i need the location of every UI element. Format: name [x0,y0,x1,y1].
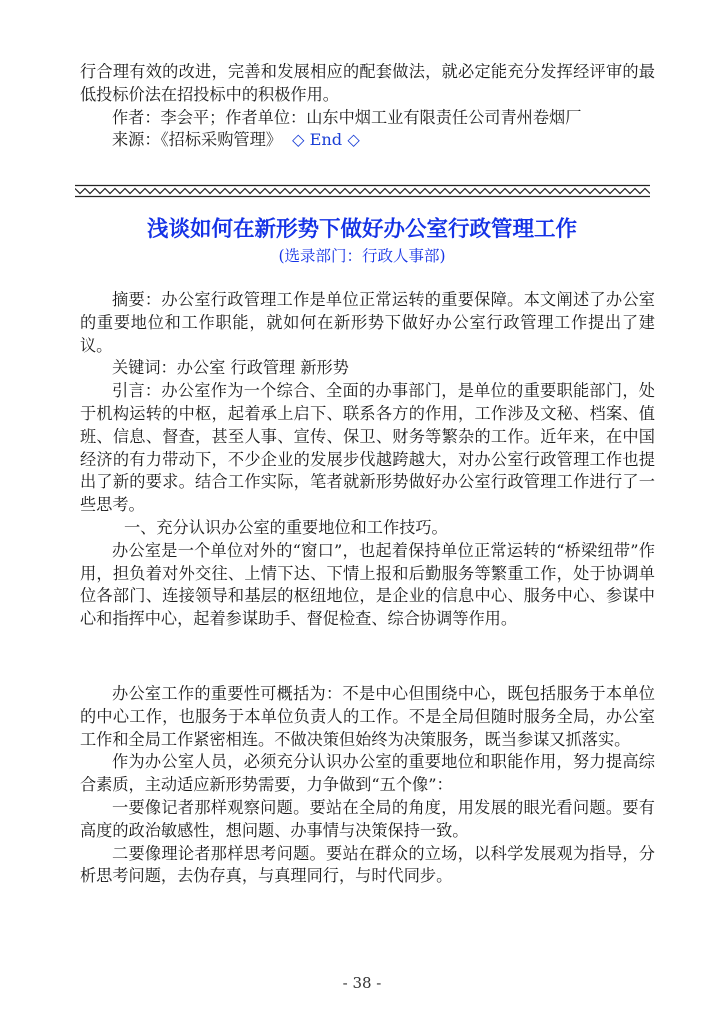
first-like-paragraph: 一要像记者那样观察问题。要站在全局的角度，用发展的眼光看问题。要有高度的政治敏感性，想问题、办事情与决策保持一致。 [80,797,655,840]
source-line [80,129,655,152]
previous-article-tail [80,61,655,152]
importance-paragraph: 办公室工作的重要性可概括为：不是中心但围绕中心，既包括服务于本单位的中心工作，也服务于本单位负责人的工作。不是全局但随时服务全局，办公室工作和全局工作紧密相连。不做决策但始终为决策服务，既当参谋又抓落实。 [80,684,655,749]
article-body-part2 [80,683,655,888]
abstract-paragraph: 摘要：办公室行政管理工作是单位正常运转的重要保障。本文阐述了办公室的重要地位和工作职能，就如何在新形势下做好办公室行政管理工作提出了建议。 [80,290,655,355]
window-paragraph: 办公室是一个单位对外的“窗口”，也起着保持单位正常运转的“桥梁纽带”作用，担负着对外交往、上情下达、下情上报和后勤服务等繁重工作，处于协调单位各部门、连接领导和基层的枢纽地位，是企业的信息中心、服务中心、参谋中心和指挥中心，起着参谋助手、督促检查、综合协调等作用。 [80,540,655,629]
tail-paragraph: 行合理有效的改进，完善和发展相应的配套做法，就必定能充分发挥经评审的最低投标价法在招投标中的积极作用。 [80,62,655,104]
end-marker: ◇ End ◇ [291,130,360,150]
source-text: 来源：《招标采购管理》 [112,130,282,150]
author-line: 作者：李会平；作者单位：山东中烟工业有限责任公司青州卷烟厂 [112,107,582,127]
keywords-line: 关键词：办公室 行政管理 新形势 [112,358,349,378]
article-subtitle: (选录部门：行政人事部) [278,247,446,265]
article-title: 浅谈如何在新形势下做好办公室行政管理工作 [146,217,577,242]
section-divider [75,184,650,198]
five-likes-paragraph: 作为办公室人员，必须充分认识办公室的重要地位和职能作用，努力提高综合素质，主动适应新形势需要，力争做到“五个像”： [80,752,655,795]
zigzag-divider-icon [75,184,650,198]
second-like-paragraph: 二要像理论者那样思考问题。要站在群众的立场，以科学发展观为指导，分析思考问题，去伪存真，与真理同行，与时代同步。 [80,843,655,886]
page-number: - 38 - [342,974,382,992]
section1-heading: 一、充分认识办公室的重要地位和工作技巧。 [124,517,448,537]
article-body-part1 [80,289,655,631]
intro-paragraph: 引言：办公室作为一个综合、全面的办事部门，是单位的重要职能部门，处于机构运转的中枢，起着承上启下、联系各方的作用，工作涉及文秘、档案、值班、信息、督查，甚至人事、宣传、保卫、财务等繁杂的工作。近年来，在中国经济的有力带动下，不少企业的发展步伐越跨越大，对办公室行政管理工作也提出了新的要求。结合工作实际，笔者就新形势做好办公室行政管理工作进行了一些思考。 [80,381,655,515]
